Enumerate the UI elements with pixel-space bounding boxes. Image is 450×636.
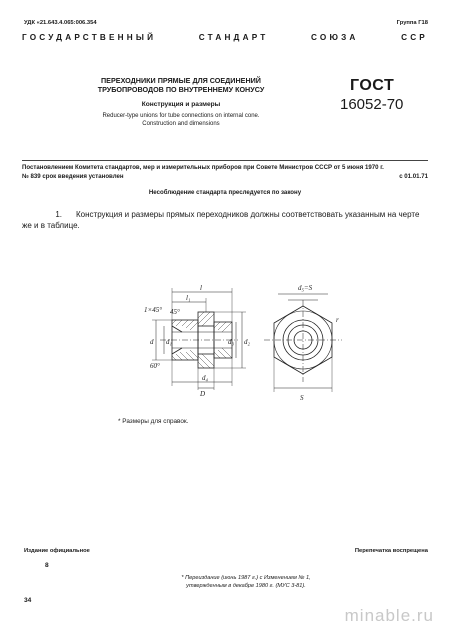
state-word-2: СТАНДАРТ (198, 33, 269, 42)
subtitle-russian: Конструкция и размеры (141, 101, 221, 108)
official-edition: Издание официальное (24, 548, 90, 554)
dim-d5-label: d₅=S (298, 284, 313, 292)
decree-line1: Постановлением Комитета стандартов, мер и измерительных приборов при Совете Министров СССР от 5 июня 1970 г. (22, 164, 384, 171)
decree-effective-date: с 01.01.71 (399, 172, 428, 180)
title-en-line2: Construction and dimensions (142, 120, 220, 127)
dim-d1-label: d₁ (166, 338, 172, 346)
dim-l-label: l (200, 284, 202, 292)
dim-s-label: S (300, 394, 304, 402)
group-code: Группа Г18 (396, 20, 428, 26)
state-word-4: ССР (401, 33, 428, 42)
stamp-mark: 8 (45, 562, 49, 569)
watermark: minable.ru (344, 606, 434, 625)
gost-number: 16052-70 (340, 96, 404, 113)
title-ru-line1: ПЕРЕХОДНИКИ ПРЯМЫЕ ДЛЯ СОЕДИНЕНИЙ (101, 76, 261, 85)
title-russian (76, 76, 286, 94)
title-en-line1: Reducer-type unions for tube connections on internal cone. (102, 113, 260, 119)
dim-d3-label: d₃ (228, 338, 234, 346)
state-word-1: ГОСУДАРСТВЕННЫЙ (22, 33, 157, 42)
union-drawing (110, 270, 350, 410)
clause-text: Конструкция и размеры прямых переходников должны соответствовать указанным на черте же и в таблице. (22, 210, 420, 230)
end-view (264, 294, 342, 392)
dim-d-label: d (150, 338, 154, 346)
udk-code: УДК «21.643.4.065:006.354 (24, 20, 97, 26)
reissue-line1: * Переиздание (июнь 1987 г.) с Изменением № 1, (181, 575, 311, 581)
clause-number: 1. (55, 210, 62, 219)
reproduction-notice: Перепечатка воспрещена (354, 548, 428, 554)
title-ru-line2: ТРУБОПРОВОДОВ ПО ВНУТРЕННЕМУ КОНУСУ (97, 85, 265, 94)
divider-top (22, 160, 428, 161)
decree-line2-left: № 839 срок введения установлен (22, 172, 124, 180)
radius-label: r (336, 316, 339, 324)
dim-l1-label: l₁ (186, 294, 191, 302)
degree-label: 45° (170, 308, 180, 316)
law-notice: Несоблюдение стандарта преследуется по закону (148, 189, 302, 196)
dim-d2-label: d₂ (244, 338, 250, 346)
state-word-3: СОЮЗА (310, 33, 359, 42)
clause-1 (22, 210, 430, 231)
reissue-note (146, 574, 346, 590)
reference-note: * Размеры для справок. (118, 418, 189, 425)
decree-block (22, 164, 428, 181)
state-standard-banner (22, 33, 428, 42)
chamfer-label: 1×45° (144, 306, 163, 314)
dim-d4-label: d₄ (202, 374, 208, 382)
reissue-line2: утвержденным в декабре 1980 г. (МУС 3-81). (186, 583, 306, 589)
dim-D-label: D (200, 390, 206, 398)
page-number: 34 (24, 597, 32, 604)
title-english (76, 113, 286, 128)
gost-label: ГОСТ (350, 77, 395, 94)
angle-label: 60° (150, 362, 160, 370)
